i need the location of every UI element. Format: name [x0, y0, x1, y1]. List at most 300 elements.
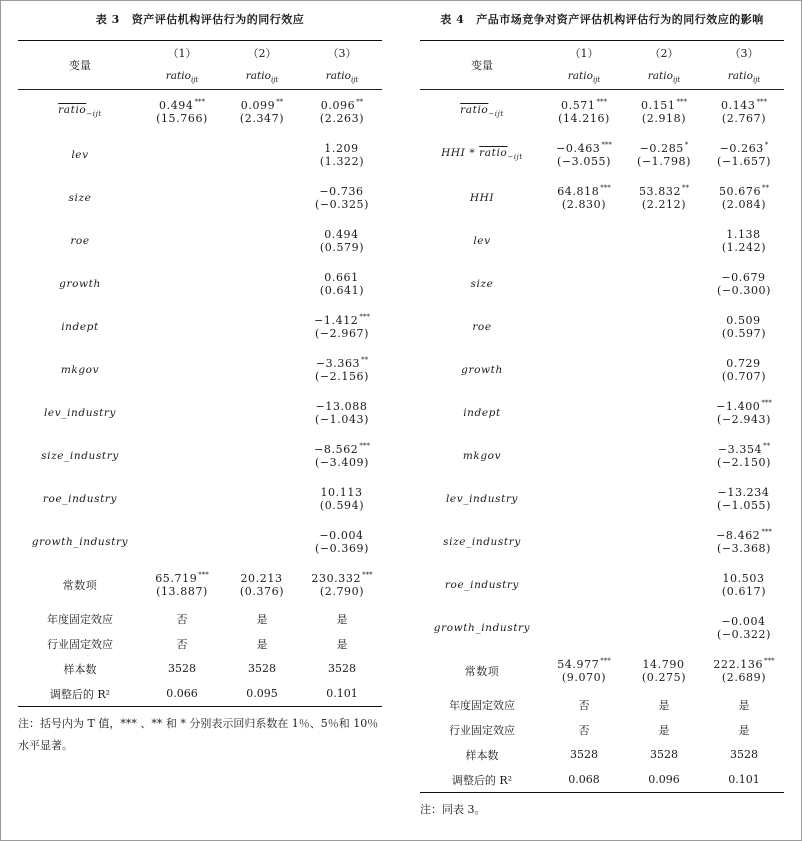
var-header: 变量 — [18, 41, 142, 90]
summary-value: 0.068 — [544, 767, 624, 793]
summary-value: 3528 — [248, 662, 276, 675]
coef-value: −0.679 — [721, 270, 766, 284]
summary-row — [18, 631, 382, 656]
summary-value: 是 — [738, 698, 750, 712]
coef-value: 222.136 — [713, 657, 764, 671]
coef-cell — [544, 434, 624, 456]
coef-cell — [222, 563, 302, 585]
coef-value: 53.832 — [638, 184, 682, 198]
var-cell — [420, 90, 544, 134]
coef-cell — [222, 391, 302, 413]
coef-row — [420, 649, 784, 671]
var-name: lev_industry — [43, 406, 117, 419]
t-stat — [222, 284, 302, 306]
coef-value: −1.412 — [314, 313, 359, 327]
dep-var — [222, 65, 302, 90]
significance-stars: *** — [676, 97, 687, 106]
coef-cell — [302, 563, 382, 585]
table4-number: 表 4 — [440, 13, 465, 26]
t-stat — [142, 241, 222, 263]
coef-cell — [704, 262, 784, 284]
var-name-part: HHI * — [441, 147, 480, 160]
t-stat — [222, 198, 302, 220]
coef-cell — [704, 90, 784, 112]
summary-value: 3528 — [730, 748, 758, 761]
var-cell — [420, 219, 544, 262]
dep-var — [704, 65, 784, 90]
coef-value: −3.354 — [717, 442, 763, 456]
coef-cell — [544, 348, 624, 370]
summary-value: 0.096 — [624, 767, 704, 793]
var-cell — [420, 520, 544, 563]
coef-cell — [302, 219, 382, 241]
coef-row — [420, 90, 784, 112]
var-cell — [420, 305, 544, 348]
t-stat — [624, 542, 704, 564]
var-cell — [18, 477, 142, 520]
t-stat: (9.070) — [561, 670, 607, 684]
summary-value: 是 — [256, 637, 268, 651]
significance-stars: *** — [600, 656, 611, 665]
summary-value: 3528 — [328, 662, 356, 675]
summary-label: 行业固定效应 — [449, 723, 515, 737]
table4-caption — [420, 0, 784, 40]
t-stat: (0.617) — [721, 584, 767, 598]
coef-value: 0.494 — [159, 98, 194, 112]
t-stat: (−3.409) — [314, 455, 370, 469]
coef-value: 1.138 — [726, 227, 761, 241]
coef-cell — [624, 348, 704, 370]
coef-cell — [544, 219, 624, 241]
dep-var-name: ratio — [567, 69, 593, 82]
table3-note: 注：括号内为 T 值，*** 、** 和 * 分别表示回归系数在 1％、5％和 10％水平显著。 — [18, 717, 379, 752]
t-stat — [544, 284, 624, 306]
coef-cell — [624, 133, 704, 155]
var-name: 常数项 — [62, 578, 98, 592]
coef-value: 50.676 — [718, 184, 762, 198]
coef-value: 0.143 — [721, 98, 756, 112]
significance-stars: * — [684, 140, 689, 149]
t-stat: (−0.325) — [314, 197, 370, 211]
t-stat: (−2.156) — [314, 369, 370, 383]
t-stat: (2.830) — [561, 197, 607, 211]
coef-cell — [704, 391, 784, 413]
var-header: 变量 — [420, 41, 544, 90]
significance-stars: *** — [761, 398, 772, 407]
var-name: roe_industry — [42, 492, 118, 505]
summary-value: 是 — [658, 698, 670, 712]
t-stat — [142, 327, 222, 349]
coef-row — [18, 305, 382, 327]
coef-value: −0.736 — [319, 184, 364, 198]
summary-value: 是 — [336, 637, 348, 651]
summary-row — [420, 692, 784, 717]
coef-cell — [704, 176, 784, 198]
coef-value: 64.818 — [557, 184, 600, 198]
dep-var-name: ratio — [727, 69, 753, 82]
summary-row — [18, 606, 382, 631]
coef-cell — [624, 391, 704, 413]
significance-stars: *** — [764, 656, 775, 665]
col-number: （1） — [142, 41, 222, 66]
coef-cell — [142, 520, 222, 542]
coef-value: −3.363 — [315, 356, 361, 370]
var-name: roe — [70, 234, 90, 247]
t-stat — [222, 499, 302, 521]
var-subscript: −ijt — [86, 110, 102, 119]
dep-var-name: ratio — [165, 69, 191, 82]
t-stat: (15.766) — [156, 111, 208, 125]
dep-var — [142, 65, 222, 90]
coef-row — [420, 391, 784, 413]
var-name: growth_industry — [433, 621, 531, 634]
coef-value: 10.113 — [320, 485, 363, 499]
t-stat: (−1.055) — [716, 498, 772, 512]
coef-value: −8.562 — [314, 442, 359, 456]
coef-cell — [544, 563, 624, 585]
var-name: roe_industry — [444, 578, 520, 591]
coef-value: 0.151 — [641, 98, 676, 112]
t-stat: (0.376) — [239, 584, 285, 598]
t-stat — [624, 284, 704, 306]
t-stat — [142, 542, 222, 564]
t-stat — [624, 628, 704, 650]
dep-var-sub: ijt — [592, 76, 601, 85]
t-stat — [544, 628, 624, 650]
coef-value: −0.004 — [721, 614, 766, 628]
significance-stars: *** — [359, 312, 370, 321]
dep-var-name: ratio — [325, 69, 351, 82]
summary-row — [420, 742, 784, 767]
coef-row — [18, 176, 382, 198]
significance-stars: *** — [600, 183, 611, 192]
var-name: size — [68, 191, 92, 204]
summary-label: 调整后的 R² — [18, 681, 142, 707]
dep-var-name: ratio — [647, 69, 673, 82]
t-stat — [624, 370, 704, 392]
var-name: mkgov — [462, 449, 502, 462]
table3-title: 资产评估机构评估行为的同行效应 — [131, 13, 305, 26]
var-name: size_industry — [443, 535, 521, 548]
coef-cell — [142, 434, 222, 456]
significance-stars: *** — [198, 570, 209, 579]
coef-cell — [302, 305, 382, 327]
coef-cell — [142, 176, 222, 198]
coef-row — [18, 348, 382, 370]
col-number: （3） — [302, 41, 382, 66]
summary-row — [420, 767, 784, 793]
coef-cell — [222, 90, 302, 112]
col-number: （3） — [704, 41, 784, 66]
coef-cell — [544, 606, 624, 628]
coef-cell — [302, 90, 382, 112]
coef-row — [420, 434, 784, 456]
t-stat: (−2.967) — [314, 326, 370, 340]
summary-row — [18, 656, 382, 681]
coef-cell — [704, 477, 784, 499]
coef-cell — [704, 649, 784, 671]
coef-cell — [704, 434, 784, 456]
coef-row — [420, 305, 784, 327]
table4 — [420, 40, 784, 793]
coef-cell — [704, 606, 784, 628]
summary-value: 3528 — [168, 662, 196, 675]
t-stat: (−2.150) — [716, 455, 772, 469]
coef-row — [420, 348, 784, 370]
significance-stars: ** — [361, 355, 369, 364]
summary-value: 0.101 — [704, 767, 784, 793]
coef-cell — [624, 606, 704, 628]
summary-label: 样本数 — [465, 748, 499, 762]
summary-value: 是 — [658, 723, 670, 737]
t-stat — [222, 155, 302, 177]
coef-cell — [142, 477, 222, 499]
t-stat — [544, 370, 624, 392]
t-stat: (0.579) — [319, 240, 365, 254]
summary-label: 年度固定效应 — [47, 612, 113, 626]
t-stat — [544, 241, 624, 263]
coef-cell — [704, 520, 784, 542]
coef-cell — [704, 305, 784, 327]
t-stat — [222, 241, 302, 263]
t-stat: (−3.368) — [716, 541, 772, 555]
var-name: indept — [61, 320, 99, 333]
coef-cell — [624, 176, 704, 198]
table4-panel — [420, 0, 784, 821]
coef-cell — [544, 391, 624, 413]
coef-cell — [142, 90, 222, 112]
var-cell — [18, 563, 142, 606]
t-stat: (−3.055) — [556, 154, 612, 168]
dep-var-sub: ijt — [672, 76, 681, 85]
coef-cell — [624, 305, 704, 327]
var-subscript: −ijt — [507, 153, 523, 162]
summary-value: 3528 — [650, 748, 678, 761]
coef-cell — [704, 563, 784, 585]
summary-value: 是 — [256, 612, 268, 626]
table3-number: 表 3 — [95, 13, 120, 26]
significance-stars: ** — [356, 97, 364, 106]
t-stat: (2.347) — [239, 111, 285, 125]
var-name: growth — [59, 277, 101, 290]
significance-stars: *** — [359, 441, 370, 450]
summary-row — [420, 717, 784, 742]
dep-var-sub: ijt — [190, 76, 199, 85]
summary-row — [18, 681, 382, 707]
coef-cell — [544, 305, 624, 327]
t-stat — [544, 542, 624, 564]
significance-stars: ** — [682, 183, 690, 192]
coef-value: 20.213 — [240, 571, 283, 585]
coef-row — [18, 219, 382, 241]
significance-stars: *** — [194, 97, 205, 106]
coef-cell — [142, 391, 222, 413]
t-stat — [142, 413, 222, 435]
coef-cell — [302, 520, 382, 542]
t-stat: (−2.943) — [716, 412, 772, 426]
summary-value: 否 — [176, 637, 188, 651]
coef-cell — [544, 262, 624, 284]
coef-value: 65.719 — [155, 571, 198, 585]
coef-row — [18, 520, 382, 542]
coef-cell — [544, 133, 624, 155]
t-stat: (2.790) — [319, 584, 365, 598]
coef-cell — [222, 434, 302, 456]
coef-cell — [544, 649, 624, 671]
t-stat — [544, 499, 624, 521]
coef-cell — [222, 262, 302, 284]
var-name: growth — [461, 363, 503, 376]
significance-stars: *** — [601, 140, 612, 149]
header-row — [420, 41, 784, 66]
t-stat — [142, 456, 222, 478]
t-stat — [142, 499, 222, 521]
t-stat: (0.641) — [319, 283, 365, 297]
coef-cell — [222, 348, 302, 370]
summary-value: 0.101 — [302, 681, 382, 707]
summary-label: 行业固定效应 — [47, 637, 113, 651]
t-stat: (−0.300) — [716, 283, 772, 297]
coef-value: 0.509 — [726, 313, 761, 327]
var-cell — [420, 133, 544, 176]
col-number: （2） — [222, 41, 302, 66]
t-stat — [222, 542, 302, 564]
dep-var-sub: ijt — [270, 76, 279, 85]
t-stat — [624, 241, 704, 263]
var-name: ratio — [58, 104, 87, 117]
t-stat: (1.242) — [721, 240, 767, 254]
coef-row — [18, 133, 382, 155]
t-stat: (2.767) — [721, 111, 767, 125]
coef-value: −1.400 — [716, 399, 761, 413]
var-cell — [18, 434, 142, 477]
t-stat: (−0.322) — [716, 627, 772, 641]
coef-cell — [704, 219, 784, 241]
var-cell — [18, 262, 142, 305]
coef-cell — [704, 348, 784, 370]
significance-stars: *** — [596, 97, 607, 106]
var-cell — [18, 391, 142, 434]
t-stat — [624, 327, 704, 349]
coef-value: 10.503 — [722, 571, 765, 585]
significance-stars: *** — [756, 97, 767, 106]
var-name: 常数项 — [464, 664, 500, 678]
var-name: lev_industry — [445, 492, 519, 505]
t-stat: (0.597) — [721, 326, 767, 340]
summary-value: 否 — [578, 723, 590, 737]
t-stat — [624, 499, 704, 521]
coef-row — [18, 434, 382, 456]
coef-value: −8.462 — [716, 528, 761, 542]
coef-cell — [142, 133, 222, 155]
coef-cell — [222, 477, 302, 499]
coef-value: −13.234 — [717, 485, 770, 499]
significance-stars: ** — [276, 97, 284, 106]
t-stat — [142, 284, 222, 306]
coef-value: −0.463 — [556, 141, 601, 155]
var-cell — [18, 219, 142, 262]
coef-cell — [142, 305, 222, 327]
t-stat — [222, 370, 302, 392]
coef-row — [420, 133, 784, 155]
coef-cell — [544, 90, 624, 112]
coef-row — [420, 563, 784, 585]
t-stat: (2.689) — [721, 670, 767, 684]
coef-cell — [302, 477, 382, 499]
coef-row — [18, 391, 382, 413]
coef-row — [18, 90, 382, 112]
dep-var-sub: ijt — [350, 76, 359, 85]
summary-value: 否 — [176, 612, 188, 626]
coef-cell — [302, 348, 382, 370]
var-name: indept — [463, 406, 501, 419]
var-cell — [420, 434, 544, 477]
coef-value: 0.099 — [240, 98, 276, 112]
summary-label: 调整后的 R² — [420, 767, 544, 793]
coef-cell — [624, 434, 704, 456]
var-cell — [420, 477, 544, 520]
t-stat: (1.322) — [319, 154, 365, 168]
coef-row — [420, 219, 784, 241]
coef-cell — [624, 649, 704, 671]
table4-note: 注：同表 3。 — [420, 803, 486, 816]
t-stat: (−1.657) — [716, 154, 772, 168]
coef-value: 1.209 — [324, 141, 359, 155]
coef-cell — [222, 520, 302, 542]
var-cell — [18, 90, 142, 134]
var-name: HHI — [469, 191, 495, 204]
var-subscript: −ijt — [488, 110, 504, 119]
summary-label: 样本数 — [63, 662, 97, 676]
coef-cell — [624, 520, 704, 542]
coef-cell — [544, 477, 624, 499]
summary-value: 是 — [738, 723, 750, 737]
coef-cell — [544, 520, 624, 542]
coef-row — [420, 262, 784, 284]
t-stat — [544, 327, 624, 349]
t-stat: (0.594) — [319, 498, 365, 512]
var-cell — [420, 391, 544, 434]
coef-value: 0.661 — [324, 270, 359, 284]
significance-stars: ** — [763, 441, 771, 450]
var-cell — [420, 649, 544, 692]
coef-value: 230.332 — [311, 571, 362, 585]
t-stat — [222, 327, 302, 349]
coef-value: 0.494 — [324, 227, 359, 241]
coef-row — [420, 520, 784, 542]
dep-var-sub: ijt — [752, 76, 761, 85]
var-name: lev — [71, 148, 89, 161]
coef-cell — [142, 262, 222, 284]
coef-row — [420, 477, 784, 499]
significance-stars: *** — [761, 527, 772, 536]
t-stat: (−1.798) — [636, 154, 692, 168]
var-name: roe — [472, 320, 492, 333]
coef-value: 0.096 — [320, 98, 356, 112]
coef-cell — [142, 563, 222, 585]
coef-row — [420, 176, 784, 198]
summary-label: 年度固定效应 — [449, 698, 515, 712]
table4-title: 产品市场竞争对资产评估机构评估行为的同行效应的影响 — [476, 13, 764, 26]
t-stat — [624, 585, 704, 607]
col-number: （1） — [544, 41, 624, 66]
t-stat: (2.263) — [319, 111, 365, 125]
var-cell — [18, 348, 142, 391]
summary-value: 是 — [336, 612, 348, 626]
t-stat: (0.707) — [721, 369, 767, 383]
coef-cell — [544, 176, 624, 198]
significance-stars: ** — [762, 183, 770, 192]
